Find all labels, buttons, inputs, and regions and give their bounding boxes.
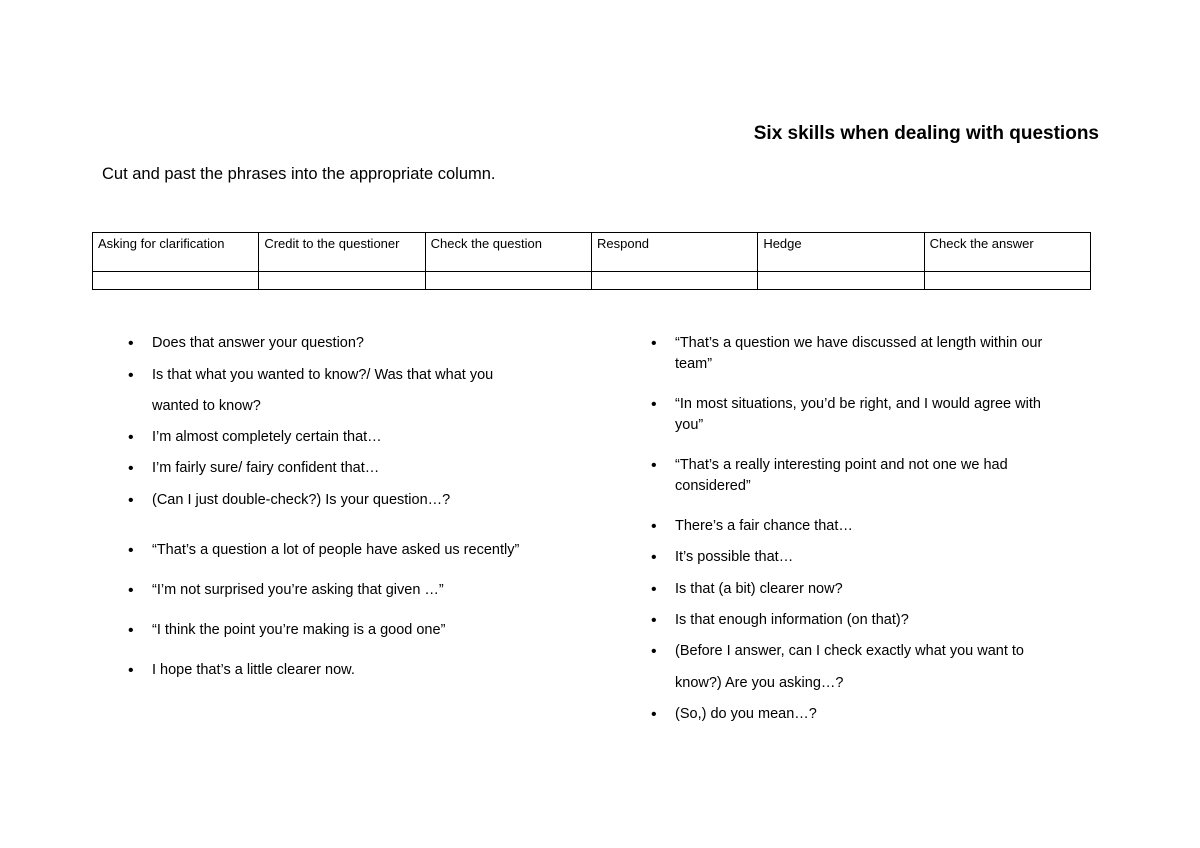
list-item: • “That’s a really interesting point and not one we had: [651, 455, 1008, 476]
table-empty-row: [93, 272, 1091, 290]
cell-credit-to-questioner[interactable]: [259, 272, 425, 290]
skills-table: [92, 232, 1091, 290]
list-item-continuation: considered”: [675, 478, 751, 494]
cell-hedge[interactable]: [758, 272, 924, 290]
list-item: • (Can I just double-check?) Is your question…?: [128, 490, 450, 511]
list-item: • It’s possible that…: [651, 547, 793, 568]
table-header-row: [93, 233, 1091, 272]
list-item-continuation: you”: [675, 417, 704, 433]
header-respond: Respond: [591, 233, 757, 272]
list-item: • (So,) do you mean…?: [651, 704, 817, 725]
list-item: • I’m fairly sure/ fairy confident that…: [128, 458, 379, 479]
header-hedge: Hedge: [758, 233, 924, 272]
header-credit-to-questioner: Credit to the questioner: [259, 233, 425, 272]
list-item: • Is that enough information (on that)?: [651, 610, 909, 631]
list-item: • Is that (a bit) clearer now?: [651, 579, 843, 600]
list-item-continuation: team”: [675, 356, 713, 372]
list-item: • (Before I answer, can I check exactly what you want to: [651, 641, 1024, 662]
page-title: Six skills when dealing with questions: [753, 123, 1099, 144]
instruction-text: Cut and past the phrases into the appropriate column.: [102, 165, 496, 183]
header-check-the-question: Check the question: [425, 233, 591, 272]
list-item: • “I’m not surprised you’re asking that given …”: [128, 580, 444, 601]
cell-respond[interactable]: [591, 272, 757, 290]
list-item: • There’s a fair chance that…: [651, 516, 853, 537]
list-item-continuation: know?) Are you asking…?: [675, 675, 844, 691]
list-item: • “I think the point you’re making is a good one”: [128, 620, 445, 641]
list-item-continuation: wanted to know?: [152, 398, 261, 414]
list-item: • “In most situations, you’d be right, and I would agree with: [651, 394, 1041, 415]
list-item: • I hope that’s a little clearer now.: [128, 660, 355, 681]
cell-check-the-answer[interactable]: [924, 272, 1090, 290]
list-item: • “That’s a question we have discussed at length within our: [651, 333, 1042, 354]
header-asking-for-clarification: Asking for clarification: [93, 233, 259, 272]
list-item: • I’m almost completely certain that…: [128, 427, 382, 448]
cell-asking-for-clarification[interactable]: [93, 272, 259, 290]
header-check-the-answer: Check the answer: [924, 233, 1090, 272]
list-item: • “That’s a question a lot of people have asked us recently”: [128, 540, 519, 561]
list-item: • Does that answer your question?: [128, 333, 364, 354]
cell-check-the-question[interactable]: [425, 272, 591, 290]
list-item: • Is that what you wanted to know?/ Was that what you: [128, 365, 493, 386]
